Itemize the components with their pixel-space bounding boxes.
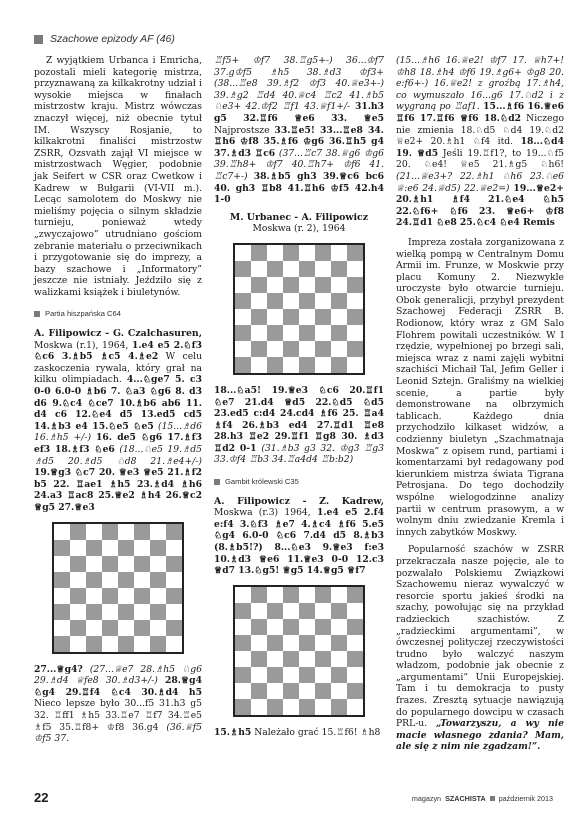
section-label-2 [214,476,384,488]
board-square [315,261,331,277]
board-square [299,309,315,325]
game-3-variation-d: (21...♕e3+? 22.♗h1 ♘h6 23.♘e6 ♕:e6 24.♕d5) 22.♕e2=) [396,170,564,194]
board-square [331,683,347,699]
board-square [166,636,182,652]
board-square [70,636,86,652]
board-square [70,572,86,588]
board-square [235,341,251,357]
joke-quote: „Towarzyszu, a wy nie macie własnego zdania? Mam, ale się z nim nie zgadzam!”. [396,718,564,753]
board-square [315,309,331,325]
board-square [315,357,331,373]
board-square [315,341,331,357]
page-header [34,31,175,47]
board-square [102,524,118,540]
board-square [331,293,347,309]
board-square [299,245,315,261]
game-3-comment-b: Należało grać 15.♖f6! ♗h8 [251,726,381,738]
footer-square-icon [490,796,495,801]
board-square [235,667,251,683]
board-square [70,620,86,636]
board-square [54,540,70,556]
board-square [299,341,315,357]
board-square [251,325,267,341]
board-square [150,588,166,604]
game-1-variation-h: (37...♖c7 38.♕g6 ♔g6 39.♖h8+ ♔f7 40.♖h7+ ♔f6 41. ♖c7+-) [214,147,384,182]
board-square [118,636,134,652]
board-square [315,293,331,309]
game-3-venue: Moskwa (r.3) 1964, [214,507,317,519]
board-square [118,604,134,620]
board-square [235,699,251,715]
board-square [315,651,331,667]
board-square [283,603,299,619]
board-square [251,667,267,683]
board-square [150,556,166,572]
magazine-prefix: magazyn [411,794,442,803]
board-square [315,277,331,293]
board-square [299,619,315,635]
board-square [235,619,251,635]
board-square [166,572,182,588]
board-square [267,341,283,357]
chess-diagram-3 [233,585,365,717]
board-square [267,699,283,715]
board-square [283,325,299,341]
section-label-text: Partia hiszpańska C64 [45,309,121,319]
section-label-1 [34,308,202,320]
board-square [235,603,251,619]
board-square [86,524,102,540]
board-square [299,635,315,651]
board-square [347,357,363,373]
game-2-venue: Moskwa (r. 2), 1964 [252,223,346,235]
game-1-notation [34,328,202,514]
game-1-moves-i: 38.♗b5 gh3 39.♕c6 bc6 40. gh3 ♖b8 41.♖h6 ♔f5 42.h4 1-0 [214,170,384,206]
board-square [331,651,347,667]
board-square [150,604,166,620]
board-square [102,540,118,556]
board-square [251,651,267,667]
board-square [118,572,134,588]
board-square [299,261,315,277]
game-1-players: A. Filipowicz - G. Czalchasuren, [34,328,202,340]
board-square [315,245,331,261]
board-square [118,588,134,604]
board-square [267,651,283,667]
column-1 [34,55,202,745]
board-square [267,309,283,325]
board-square [251,603,267,619]
board-square [134,604,150,620]
board-square [235,261,251,277]
article-paragraph-1: Impreza została zorganizowana z wielką pompą w Centralnym Domu Armii im. Frunze, w Moskwie przy placu Komuny 2. Niezwykle uroczyste było otwarcie turnieju. Obok generalicji, przybył prezydent Szachowej Federacji ZSRR B. Rodionow, który wraz z GM Salo Flohrem powitali uczestników. W I rzędzie, wypełnionej po brzegi sali, miejsca wraz z nami zajęli wybitni szachiści Michaił Tal, Jefim Geller i Leonid Sztejn. Graliśmy na wielkiej scenie, a partie były demonstrowane na olbrzymich tablicach. Każdego dnia przychodziło kilkaset widzów, a codzienny biuletyn „Szachmatnaja Moskwa” z opisem rund, partiami i komentarzami był redagowany pod kierunkiem mistrza świata Tigrana Petrosjana. Do tego dochodziły wspólne wielogodzinne analizy partii w centrum prasowym, a w wolnym dniu zwiedzanie Kremla i innych zabytków Moskwy. [396,236,564,538]
board-square [283,619,299,635]
header-title: Szachowe epizody AF (46) [50,33,175,45]
board-square [251,587,267,603]
board-square [299,651,315,667]
board-square [331,667,347,683]
board-square [70,540,86,556]
board-square [267,603,283,619]
board-square [331,603,347,619]
board-square [299,325,315,341]
board-square [150,620,166,636]
board-square [331,635,347,651]
game-3-notation [214,496,384,577]
board-square [267,245,283,261]
game-1-moves-f: 28.♕g4 ♘g4 29.♖f4 ♘c4 30.♗d4 h5 [34,675,202,698]
board-square [347,619,363,635]
board-square [166,556,182,572]
board-square [347,293,363,309]
game-2-moves: 18...♘a5! 19.♕e3 ♘c6 20.♖f1 ♘e7 21.d4 ♕d5 22.♘d5 ♘d5 23.ed5 c:d4 24.cd4 ♗f6 25. ♖a4 ♗f4 26.♗b3 ed4 27.♖d1 ♖e8 28.h3 ♖e2 29.♖f1 ♖g8 30. ♗d3 ♖d2 0-1 [214,384,384,454]
board-square [331,357,347,373]
board-square [150,636,166,652]
board-square [267,293,283,309]
board-square [150,524,166,540]
board-square [347,277,363,293]
game-1-venue: Moskwa (r.1), 1964, [34,339,132,351]
board-square [134,588,150,604]
board-square [315,667,331,683]
game-3-variation-c: (15...♗h6 16.♕e2! ♔f7 17. ♕h7+! ♔h8 18.♗h4 ♔f6 19.♗g6+ ♔g8 20. e:f6+-) 16.♕e2! z groźbą 17.♗h4, co wymuszało 16...g6 17.♘d2 i z wygraną po ♖af1. [396,55,564,113]
board-square [54,524,70,540]
section-square-icon [214,479,220,485]
column-2 [214,55,384,738]
board-square [118,524,134,540]
board-square [347,651,363,667]
board-square [54,588,70,604]
board-square [299,587,315,603]
board-square [283,587,299,603]
chess-diagram-2 [233,243,365,375]
board-square [86,636,102,652]
board-square [102,636,118,652]
board-square [235,683,251,699]
board-square [166,604,182,620]
board-square [331,341,347,357]
board-square [315,699,331,715]
board-square [86,588,102,604]
game-2-players: M. Urbanec - A. Filipowicz [229,211,369,223]
game-2-variation: (31.♗b3 g3 32. ♔g3 ♖g3 33.♔f4 ♖b3 34.♖a4d4 ♖b:b2) [214,442,385,466]
board-square [283,277,299,293]
board-square [283,261,299,277]
board-square [134,620,150,636]
board-square [118,540,134,556]
game-3-players: A. Filipowicz - Z. Kadrew, [214,495,384,507]
board-square [251,277,267,293]
board-square [70,588,86,604]
board-square [251,309,267,325]
board-square [299,603,315,619]
board-square [299,277,315,293]
board-square [251,635,267,651]
game-2-notation [214,385,384,466]
board-square [299,293,315,309]
magazine-name: SZACHISTA [445,794,486,803]
board-square [102,588,118,604]
board-square [347,341,363,357]
board-square [251,683,267,699]
article-paragraph-2 [396,544,564,753]
board-square [267,261,283,277]
board-square [235,635,251,651]
board-square [118,556,134,572]
game-3-moves-b: 15.♗h5 [214,726,252,738]
board-square [267,635,283,651]
board-square [267,683,283,699]
board-square [86,572,102,588]
board-square [251,261,267,277]
board-square [166,540,182,556]
board-square [235,357,251,373]
board-square [331,619,347,635]
game-3-moves-c: 15...♗f6 16.♕e6 ♖f6 17.♖f6 ♕f6 18.♘d2 [396,101,564,124]
board-square [134,540,150,556]
board-square [347,635,363,651]
board-square [134,572,150,588]
game-1-moves-g: 31.h3 g5 32.♖f6 ♕e6 33. ♕e5 [214,101,384,124]
page-footer [0,790,575,810]
game-1-moves-h: 33.♖e5! 33...♖e8 34. ♖h6 ♔f8 35.♗f6 ♔g6 36.♖h5 g4 37.♗d3 ♖c6 [214,124,384,159]
board-square [299,357,315,373]
board-square [283,635,299,651]
footer-issue [412,794,553,803]
board-square [315,325,331,341]
board-square [267,587,283,603]
board-square [315,603,331,619]
board-square [235,245,251,261]
paragraph-2-text: Popularność szachów w ZSRR przekraczała nasze pojęcie, ale to pozwalało Polskiemu Związkowi Szachowemu nieraz wywalczyć w resorcie sportu jakieś środki na szachy, powołując się na przykład radzieckich szachistów. Z „radzieckimi argumentami”, w ówczesnej polityczej rzeczywistości trudno było walczyć naszym władzom, podobnie jak obecnie z „argumentami” Unii Europejskiej. Tam i tu demokracja to pusty frazes. Zresztą sytuacje nawiązują do popularnego dowcipu w czasach PRL-u. [396,544,564,730]
board-square [331,325,347,341]
board-square [251,341,267,357]
board-square [315,619,331,635]
board-square [134,524,150,540]
board-square [235,651,251,667]
board-square [283,667,299,683]
board-square [299,699,315,715]
board-square [251,245,267,261]
game-1-moves-c: 16. de5 ♘g6 17.♗f3 ef3 18.♗f3 ♘e6 [34,432,202,455]
board-square [54,620,70,636]
board-square [166,524,182,540]
board-square [283,357,299,373]
board-square [347,587,363,603]
board-square [267,277,283,293]
board-square [70,524,86,540]
board-square [251,357,267,373]
game-1-continuation [34,664,202,745]
board-square [251,699,267,715]
board-square [283,341,299,357]
game-3-comment-c: Niczego nie zmienia 18.♘d5 ♘d4 19.♘d2 ♕e2+ 20.♗h1 ♘f4 itd. [396,112,564,148]
board-square [347,683,363,699]
game-1-end [214,55,384,206]
board-square [134,636,150,652]
board-square [235,309,251,325]
board-square [347,603,363,619]
intro-paragraph: Z wyjątkiem Urbanca i Emricha, pozostali mieli kategorię mistrza, przyznawaną za kilkakrotny udział i wysokie miejsca w finałach mistrzostw kraju. Mistrz wówczas znaczył więcej, niż obecnie tytuł IM. Wszyscy Rosjanie, to kilkakrotni finaliści mistrzostw ZSRR, Ozsvath zajął VI miejsce w mistrzostwach Węgier, podobnie jak Seifert w CSR oraz Cwetkow i Kadrew w Bułgarii (VI-VII m.). Lecąc samolotem do Moskwy nie mieliśmy pojęcia o silnym składzie turnieju, ponieważ wtedy „zwyczajowo” utrudniano gościom zebranie materiału o przeciwnikach i przygotowanie się do imprezy, a bazy szachowe i „Informatory” jeszcze nie istniały. Jeździło się z walizkami książek i biuletynów. [34,55,202,298]
board-square [86,556,102,572]
board-square [150,572,166,588]
game-3-end [396,55,564,229]
board-square [134,556,150,572]
board-square [347,699,363,715]
game-1-variation-c: (18...♘e5 19.♗d5 ♗d5 20.♗d5 ♘d8 21.♗e4+/-) [34,444,202,467]
board-square [235,587,251,603]
section-label-text: Gambit królewski C35 [225,477,299,487]
page-number: 22 [34,790,49,805]
game-1-comment-g: Najprostsze [214,124,275,136]
chess-diagram-1 [52,522,184,654]
spacer [396,229,564,237]
game-1-variation-e: (27...♕e7 28.♗h5 ♘g6 29.♗d4 ♕fe8 30.♗d3+/-) [34,663,202,687]
board-square [283,683,299,699]
board-square [54,572,70,588]
board-square [54,636,70,652]
board-square [251,293,267,309]
board-square [251,619,267,635]
board-square [299,683,315,699]
board-square [102,620,118,636]
board-square [331,277,347,293]
board-square [86,540,102,556]
game-1-comment-f: Nieco lepsze było 30...f5 31.h3 g5 32. ♖ff1 ♗h5 33.♖e7 ♖f7 34.♖e5 ♗f5 35.♖f8+ ♔f8 36.g4 [34,698,202,733]
board-square [331,699,347,715]
board-square [118,620,134,636]
board-square [70,556,86,572]
game-1-variation-g: ♖f5+ ♔f7 38.♖g5+-) 36...♔f7 37.g♔f5 ♗h5 38.♗d3 ♔f3+ (38...♖e8 39.♗f2 ♔f3 40.♕e3+-) 39.♗g2 ♖d4 40.♕c4 ♖c2 41.♗b5 ♘e3+ 42.♔f2 ♖f1 43.♕f1+/- [214,55,384,113]
board-square [347,309,363,325]
board-square [315,683,331,699]
game-1-variation-b: (15...♗d6 16.♗h5 +/-) [34,420,203,444]
board-square [283,651,299,667]
board-square [235,293,251,309]
game-3-comment-d: Jeśli 19.♖f1?, to 19...♘f5 20. ♘e4! ♕e5 21.♗g5 ♘h6! [396,147,564,171]
board-square [102,556,118,572]
board-square [102,572,118,588]
board-square [283,699,299,715]
board-square [235,325,251,341]
board-square [283,309,299,325]
column-3 [396,55,564,753]
board-square [235,277,251,293]
board-square [267,667,283,683]
game-1-moves-d: 19.♕g3 ♘c7 20. ♕e3 ♕e5 21.♗f2 b5 22. ♖ae1 ♗h5 23.♗d4 ♗h6 24.a3 ♖ac8 25.♕e2 ♗h4 26.♕c2 ♕g5 27.♕e3 [34,467,202,513]
board-square [267,619,283,635]
board-square [331,245,347,261]
board-square [102,604,118,620]
game-1-variation-f: (36.♕f5 ♔f5 37. [34,721,202,745]
game-3-moves-d: 18...♘d4 19. ♕d5 [396,136,564,159]
board-square [166,588,182,604]
game-1-moves-e: 27...♕g4? [34,663,83,675]
board-square [267,325,283,341]
issue-date: październik 2013 [498,794,553,803]
board-square [347,245,363,261]
game-3-moves: 1.e4 e5 2.f4 e:f4 3.♘f3 ♗e7 4.♗c4 ♗f6 5.e5 ♘g4 6.0-0 ♘c6 7.d4 d5 8.♗b3 (8.♗b5!?) 8...♘e3 9.♕e3 f:e3 10.♗d3 ♕e6 11.♕e3 0-0 12.c3 ♕d7 13.♘g5! ♕g5 14.♕g5 ♕f7 [214,507,384,577]
board-square [283,245,299,261]
board-square [86,620,102,636]
board-square [331,261,347,277]
game-1-moves-a: 1.e4 e5 2.♘f3 ♘c6 3.♗b5 ♗c5 4.♗e2 [34,339,202,363]
board-square [347,667,363,683]
game-3-continuation [214,727,384,739]
board-square [331,309,347,325]
board-square [86,604,102,620]
board-square [54,556,70,572]
board-square [267,357,283,373]
board-square [70,604,86,620]
board-square [315,635,331,651]
game-3-moves-e: 19...♕e2+ 20.♗h1 ♗f4 21.♘e4 ♘h5 22.♘f6+ ♘f6 23. ♕e6+ ♔f8 24.♖d1 ♘e8 25.♘c4 ♘e4 Remis [396,182,564,229]
board-square [315,587,331,603]
game-1-comment-a: W celu zaskoczenia rywala, który grał na kilku olimpiadach. [34,351,202,386]
section-square-icon [34,311,40,317]
board-square [150,540,166,556]
header-square-icon [34,35,43,44]
board-square [347,261,363,277]
board-square [299,667,315,683]
board-square [166,620,182,636]
board-square [54,604,70,620]
board-square [347,325,363,341]
game-1-moves-b: 4...♘ge7 5. c3 0-0 6.0-0 ♗b6 7. ♘a3 ♘g6 8. d3 d6 9.♘c4 ♘ce7 10.♗b6 ab6 11. d4 c6 12.♘e4 d5 13.ed5 cd5 14.♗b3 e4 15.♘e5 ♘e5 [34,374,202,432]
board-square [331,587,347,603]
board-square [283,293,299,309]
